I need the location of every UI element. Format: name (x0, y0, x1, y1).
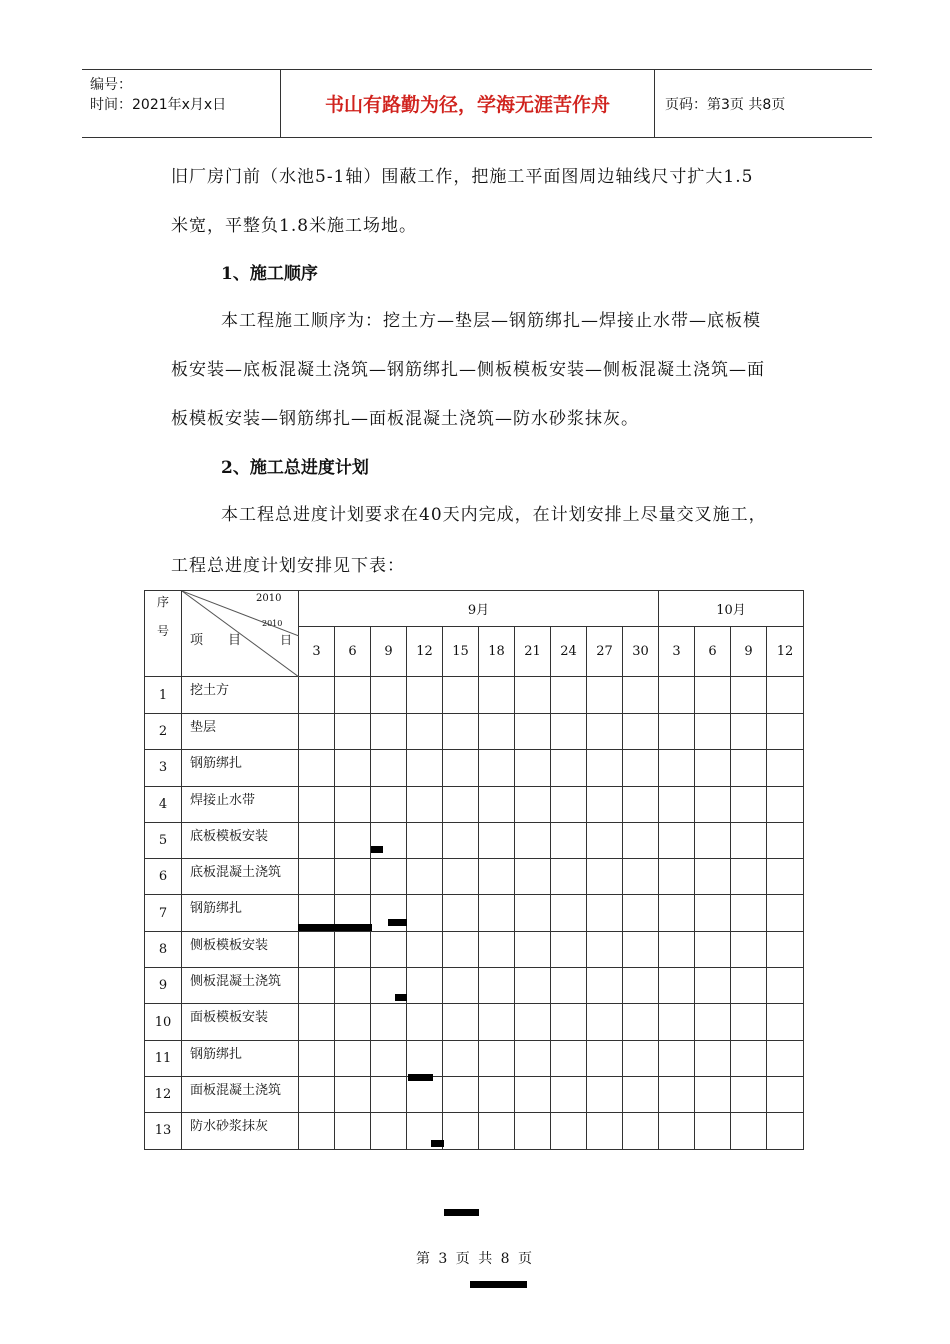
schedule-cell (299, 859, 335, 895)
schedule-cell (659, 1040, 695, 1076)
schedule-cell (407, 1004, 443, 1040)
schedule-cell (551, 786, 587, 822)
row-number: 11 (145, 1040, 182, 1076)
schedule-cell (479, 786, 515, 822)
row-number: 13 (145, 1113, 182, 1149)
schedule-cell (551, 895, 587, 931)
schedule-cell (515, 1040, 551, 1076)
schedule-cell (767, 1040, 804, 1076)
schedule-cell (479, 750, 515, 786)
schedule-cell (731, 1004, 767, 1040)
day-cell: 3 (299, 627, 335, 677)
day-cell: 27 (587, 627, 623, 677)
schedule-cell (371, 1040, 407, 1076)
row-item-name: 底板混凝土浇筑 (182, 859, 299, 895)
schedule-cell (731, 859, 767, 895)
schedule-cell (695, 1113, 731, 1149)
schedule-cell (371, 786, 407, 822)
schedule-cell (551, 931, 587, 967)
schedule-cell (443, 1040, 479, 1076)
schedule-cell (479, 931, 515, 967)
schedule-cell (335, 1004, 371, 1040)
schedule-cell (551, 677, 587, 714)
schedule-cell (515, 822, 551, 858)
schedule-cell (587, 750, 623, 786)
row-number: 1 (145, 677, 182, 714)
schedule-cell (407, 750, 443, 786)
schedule-cell (587, 677, 623, 714)
schedule-cell (299, 714, 335, 750)
paragraph-line: 旧厂房门前（水池5-1轴）围蔽工作，把施工平面图周边轴线尺寸扩大1.5 (171, 167, 754, 187)
schedule-cell (515, 750, 551, 786)
schedule-cell (551, 1113, 587, 1149)
day-cell: 18 (479, 627, 515, 677)
schedule-cell (623, 859, 659, 895)
row-item-name: 面板模板安装 (182, 1004, 299, 1040)
schedule-cell (587, 714, 623, 750)
row-item-name: 垫层 (182, 714, 299, 750)
schedule-bar (298, 924, 372, 931)
schedule-cell (695, 931, 731, 967)
schedule-cell (587, 786, 623, 822)
schedule-cell (623, 750, 659, 786)
schedule-cell (767, 1076, 804, 1112)
schedule-cell (407, 931, 443, 967)
schedule-cell (443, 895, 479, 931)
table-row (145, 786, 804, 822)
schedule-cell (731, 750, 767, 786)
schedule-cell (515, 931, 551, 967)
day-cell: 12 (407, 627, 443, 677)
schedule-cell (695, 714, 731, 750)
row-item-name: 钢筋绑扎 (182, 895, 299, 931)
day-cell: 15 (443, 627, 479, 677)
schedule-cell (587, 968, 623, 1004)
schedule-cell (479, 968, 515, 1004)
schedule-cell (371, 822, 407, 858)
page-footer: 第 3 页 共 8 页 (415, 1251, 535, 1267)
table-row (145, 931, 804, 967)
schedule-cell (335, 1113, 371, 1149)
year-label: 2010 (256, 593, 282, 604)
schedule-cell (407, 822, 443, 858)
schedule-cell (515, 1004, 551, 1040)
decorative-bar (470, 1281, 527, 1288)
schedule-cell (515, 968, 551, 1004)
paragraph-line: 本工程施工顺序为：挖土方—垫层—钢筋绑扎—焊接止水带—底板模 (221, 311, 761, 331)
schedule-cell (551, 1004, 587, 1040)
page-header (82, 69, 872, 138)
schedule-cell (695, 968, 731, 1004)
table-row (145, 1076, 804, 1112)
year-label: 2010 (262, 619, 283, 628)
schedule-cell (623, 822, 659, 858)
schedule-cell (767, 1113, 804, 1149)
schedule-cell (407, 968, 443, 1004)
row-item-name: 底板模板安装 (182, 822, 299, 858)
schedule-cell (299, 786, 335, 822)
schedule-cell (551, 1040, 587, 1076)
schedule-cell (335, 786, 371, 822)
schedule-cell (623, 1113, 659, 1149)
schedule-cell (407, 677, 443, 714)
schedule-cell (767, 677, 804, 714)
schedule-cell (623, 677, 659, 714)
schedule-cell (299, 1076, 335, 1112)
schedule-cell (623, 786, 659, 822)
document-number: 编号： (90, 77, 132, 93)
schedule-cell (623, 968, 659, 1004)
paragraph-line: 板安装—底板混凝土浇筑—钢筋绑扎—侧板模板安装—侧板混凝土浇筑—面 (171, 360, 765, 380)
section-heading: 2、施工总进度计划 (221, 458, 369, 478)
schedule-bar (395, 994, 407, 1001)
schedule-cell (623, 931, 659, 967)
paragraph-line: 米宽，平整负1.8米施工场地。 (171, 216, 418, 236)
schedule-cell (515, 714, 551, 750)
schedule-cell (587, 1040, 623, 1076)
schedule-cell (587, 1076, 623, 1112)
paragraph-line: 工程总进度计划安排见下表： (171, 556, 405, 576)
table-row (145, 822, 804, 858)
row-number: 5 (145, 822, 182, 858)
day-cell: 24 (551, 627, 587, 677)
schedule-cell (659, 1113, 695, 1149)
schedule-cell (731, 714, 767, 750)
row-number: 3 (145, 750, 182, 786)
table-row (145, 895, 804, 931)
schedule-cell (767, 931, 804, 967)
schedule-cell (659, 859, 695, 895)
seq-label: 号 (156, 624, 169, 638)
table-row (145, 968, 804, 1004)
month-september: 9月 (299, 591, 659, 627)
schedule-cell (299, 1040, 335, 1076)
schedule-cell (659, 931, 695, 967)
schedule-cell (767, 968, 804, 1004)
section-heading: 1、施工顺序 (221, 264, 318, 284)
schedule-cell (407, 786, 443, 822)
schedule-cell (767, 750, 804, 786)
schedule-cell (515, 895, 551, 931)
month-october: 10月 (659, 591, 804, 627)
schedule-cell (695, 1076, 731, 1112)
schedule-cell (731, 1040, 767, 1076)
schedule-cell (371, 859, 407, 895)
schedule-cell (767, 786, 804, 822)
schedule-cell (515, 1113, 551, 1149)
row-item-name: 面板混凝土浇筑 (182, 1076, 299, 1112)
schedule-cell (623, 1004, 659, 1040)
schedule-cell (659, 750, 695, 786)
day-cell: 21 (515, 627, 551, 677)
day-cell: 6 (335, 627, 371, 677)
schedule-cell (767, 895, 804, 931)
row-item-name: 钢筋绑扎 (182, 750, 299, 786)
schedule-cell (371, 1113, 407, 1149)
schedule-cell (479, 822, 515, 858)
schedule-cell (479, 714, 515, 750)
row-number: 12 (145, 1076, 182, 1112)
schedule-cell (551, 859, 587, 895)
schedule-cell (371, 714, 407, 750)
schedule-cell (623, 1040, 659, 1076)
schedule-cell (335, 677, 371, 714)
schedule-cell (335, 714, 371, 750)
row-number: 8 (145, 931, 182, 967)
row-item-name: 侧板混凝土浇筑 (182, 968, 299, 1004)
schedule-cell (587, 1004, 623, 1040)
schedule-cell (659, 677, 695, 714)
table-row (145, 859, 804, 895)
schedule-cell (695, 786, 731, 822)
header-meta (82, 70, 281, 137)
schedule-cell (443, 1076, 479, 1112)
header-slogan: 书山有路勤为径，学海无涯苦作舟 (281, 70, 655, 137)
schedule-cell (551, 750, 587, 786)
schedule-cell (299, 1004, 335, 1040)
schedule-cell (587, 859, 623, 895)
schedule-cell (371, 750, 407, 786)
day-cell: 9 (371, 627, 407, 677)
day-cell: 12 (767, 627, 804, 677)
schedule-cell (443, 750, 479, 786)
schedule-cell (479, 895, 515, 931)
schedule-cell (695, 750, 731, 786)
schedule-cell (587, 895, 623, 931)
table-row (145, 1004, 804, 1040)
schedule-cell (371, 1076, 407, 1112)
schedule-cell (299, 931, 335, 967)
schedule-cell (731, 1113, 767, 1149)
schedule-cell (551, 714, 587, 750)
schedule-cell (515, 786, 551, 822)
table-row (145, 1113, 804, 1149)
row-item-name: 挖土方 (182, 677, 299, 714)
schedule-cell (659, 714, 695, 750)
schedule-cell (443, 677, 479, 714)
row-number: 9 (145, 968, 182, 1004)
schedule-cell (695, 895, 731, 931)
schedule-cell (335, 1040, 371, 1076)
schedule-cell (443, 786, 479, 822)
schedule-cell (659, 786, 695, 822)
schedule-cell (443, 968, 479, 1004)
schedule-cell (587, 1113, 623, 1149)
schedule-cell (443, 859, 479, 895)
table-row (145, 1040, 804, 1076)
schedule-cell (371, 931, 407, 967)
schedule-cell (731, 786, 767, 822)
schedule-cell (515, 859, 551, 895)
decorative-bar (444, 1209, 479, 1216)
row-number: 10 (145, 1004, 182, 1040)
schedule-cell (407, 714, 443, 750)
day-cell: 6 (695, 627, 731, 677)
schedule-cell (443, 714, 479, 750)
schedule-cell (659, 895, 695, 931)
header-page-info: 页码：第3页 共8页 (665, 96, 786, 113)
table-row (145, 677, 804, 714)
paragraph-line: 本工程总进度计划要求在40天内完成，在计划安排上尽量交叉施工， (221, 505, 767, 525)
schedule-cell (659, 822, 695, 858)
schedule-cell (335, 750, 371, 786)
row-number: 2 (145, 714, 182, 750)
schedule-cell (515, 1076, 551, 1112)
schedule-cell (551, 1076, 587, 1112)
schedule-cell (731, 677, 767, 714)
day-cell: 9 (731, 627, 767, 677)
schedule-cell (443, 822, 479, 858)
schedule-cell (299, 750, 335, 786)
schedule-cell (551, 822, 587, 858)
day-label: 日 (280, 633, 293, 647)
schedule-cell (335, 931, 371, 967)
schedule-cell (407, 895, 443, 931)
schedule-cell (335, 822, 371, 858)
day-cell: 30 (623, 627, 659, 677)
schedule-cell (515, 677, 551, 714)
row-number: 7 (145, 895, 182, 931)
table-row (145, 714, 804, 750)
schedule-cell (731, 1076, 767, 1112)
schedule-cell (407, 1076, 443, 1112)
row-number: 6 (145, 859, 182, 895)
row-item-name: 钢筋绑扎 (182, 1040, 299, 1076)
schedule-cell (587, 822, 623, 858)
schedule-cell (695, 1040, 731, 1076)
table-row (145, 750, 804, 786)
schedule-cell (479, 859, 515, 895)
schedule-cell (299, 677, 335, 714)
schedule-cell (443, 931, 479, 967)
schedule-cell (731, 895, 767, 931)
schedule-cell (767, 714, 804, 750)
row-item-name: 焊接止水带 (182, 786, 299, 822)
schedule-cell (659, 1076, 695, 1112)
schedule-cell (767, 822, 804, 858)
schedule-bar (371, 846, 383, 853)
schedule-cell (407, 1040, 443, 1076)
schedule-cell (767, 859, 804, 895)
item-label: 项 目 (190, 633, 248, 648)
schedule-cell (623, 895, 659, 931)
day-cell: 3 (659, 627, 695, 677)
schedule-cell (335, 968, 371, 1004)
schedule-cell (335, 1076, 371, 1112)
schedule-cell (479, 1113, 515, 1149)
schedule-cell (659, 968, 695, 1004)
schedule-cell (479, 1076, 515, 1112)
schedule-cell (659, 1004, 695, 1040)
schedule-cell (695, 859, 731, 895)
schedule-bar (408, 1074, 433, 1081)
schedule-cell (551, 968, 587, 1004)
schedule-cell (731, 968, 767, 1004)
schedule-bar (388, 919, 407, 926)
seq-header-cell (145, 591, 182, 677)
document-time: 时间：2021年x月x日 (90, 97, 227, 113)
schedule-cell (443, 1113, 479, 1149)
row-item-name: 防水砂浆抹灰 (182, 1113, 299, 1149)
schedule-cell (371, 1004, 407, 1040)
schedule-cell (623, 714, 659, 750)
seq-label: 序 (156, 595, 169, 609)
schedule-cell (299, 822, 335, 858)
paragraph-line: 板模板安装—钢筋绑扎—面板混凝土浇筑—防水砂浆抹灰。 (171, 409, 639, 429)
schedule-cell (731, 931, 767, 967)
schedule-cell (623, 1076, 659, 1112)
schedule-cell (299, 968, 335, 1004)
schedule-cell (479, 1004, 515, 1040)
schedule-cell (407, 859, 443, 895)
schedule-cell (731, 822, 767, 858)
schedule-cell (695, 1004, 731, 1040)
row-number: 4 (145, 786, 182, 822)
schedule-cell (443, 1004, 479, 1040)
schedule-table (144, 590, 804, 1150)
schedule-cell (479, 1040, 515, 1076)
schedule-cell (299, 1113, 335, 1149)
schedule-bar (431, 1140, 444, 1147)
schedule-cell (587, 931, 623, 967)
schedule-cell (335, 859, 371, 895)
diagonal-header-cell (182, 591, 299, 677)
schedule-cell (767, 1004, 804, 1040)
schedule-cell (695, 822, 731, 858)
schedule-cell (371, 677, 407, 714)
schedule-cell (479, 677, 515, 714)
row-item-name: 侧板模板安装 (182, 931, 299, 967)
schedule-cell (695, 677, 731, 714)
